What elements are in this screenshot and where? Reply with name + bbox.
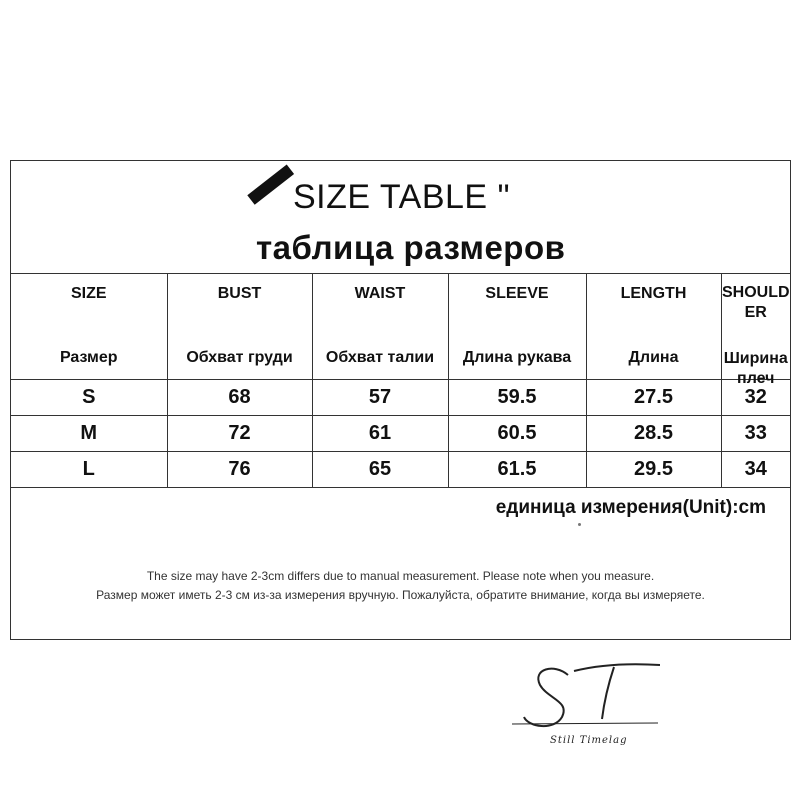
header-cell-size xyxy=(11,273,167,380)
header-en: LENGTH xyxy=(620,285,687,302)
cell-sleeve: 60.5 xyxy=(448,416,586,452)
cell-waist: 65 xyxy=(312,452,448,488)
table-row xyxy=(11,452,790,488)
cell-length: 27.5 xyxy=(586,380,721,416)
header-cell-waist xyxy=(312,273,448,380)
cell-sleeve: 61.5 xyxy=(448,452,586,488)
svg-text:Still Timelag: Still Timelag xyxy=(550,735,628,746)
cell-waist: 61 xyxy=(312,416,448,452)
header-cell-length xyxy=(586,273,721,380)
cell-size: L xyxy=(11,452,167,488)
header-ru: Обхват талии xyxy=(325,349,435,366)
cell-size: M xyxy=(11,416,167,452)
unit-note: единица измерения(Unit):cm xyxy=(495,497,766,518)
cell-length: 28.5 xyxy=(586,416,721,452)
title-ru: таблица размеров xyxy=(256,229,566,266)
title-en: SIZE TABLE " xyxy=(293,178,511,216)
header-ru: Ширина плеч xyxy=(723,350,788,387)
header-en: WAIST xyxy=(354,285,406,302)
header-en: SLEEVE xyxy=(485,285,549,302)
header-en: SHOULD ER xyxy=(721,284,790,321)
table-row xyxy=(11,416,790,452)
size-chart xyxy=(10,160,791,640)
cell-length: 29.5 xyxy=(586,452,721,488)
cell-bust: 68 xyxy=(167,380,312,416)
cell-shoulder: 32 xyxy=(721,380,790,416)
chart-footer xyxy=(11,491,790,639)
header-cell-shoulder xyxy=(721,273,790,387)
cell-waist: 57 xyxy=(312,380,448,416)
cell-shoulder: 33 xyxy=(721,416,790,452)
chart-header xyxy=(11,161,790,274)
cell-shoulder: 34 xyxy=(721,452,790,488)
brand-logo xyxy=(510,655,660,750)
note-ru: Размер может иметь 2-3 см из-за измерения вручную. Пожалуйста, обратите внимание, когда вы измеряете. xyxy=(96,588,705,602)
dot-mark xyxy=(578,523,581,526)
header-en: BUST xyxy=(217,285,262,302)
header-en: SIZE xyxy=(70,285,107,302)
header-ru: Длина xyxy=(628,349,679,366)
header-ru: Обхват груди xyxy=(186,349,293,366)
header-ru: Размер xyxy=(59,349,118,366)
slash-decoration xyxy=(247,164,294,204)
cell-bust: 76 xyxy=(167,452,312,488)
table-row xyxy=(11,380,790,416)
cell-size: S xyxy=(11,380,167,416)
header-cell-bust xyxy=(167,273,312,380)
header-cell-sleeve xyxy=(448,273,586,380)
header-row xyxy=(11,273,790,380)
header-ru: Длина рукава xyxy=(462,349,572,366)
size-table xyxy=(11,273,790,488)
note-en: The size may have 2-3cm differs due to manual measurement. Please note when you measure. xyxy=(146,569,655,583)
cell-sleeve: 59.5 xyxy=(448,380,586,416)
cell-bust: 72 xyxy=(167,416,312,452)
